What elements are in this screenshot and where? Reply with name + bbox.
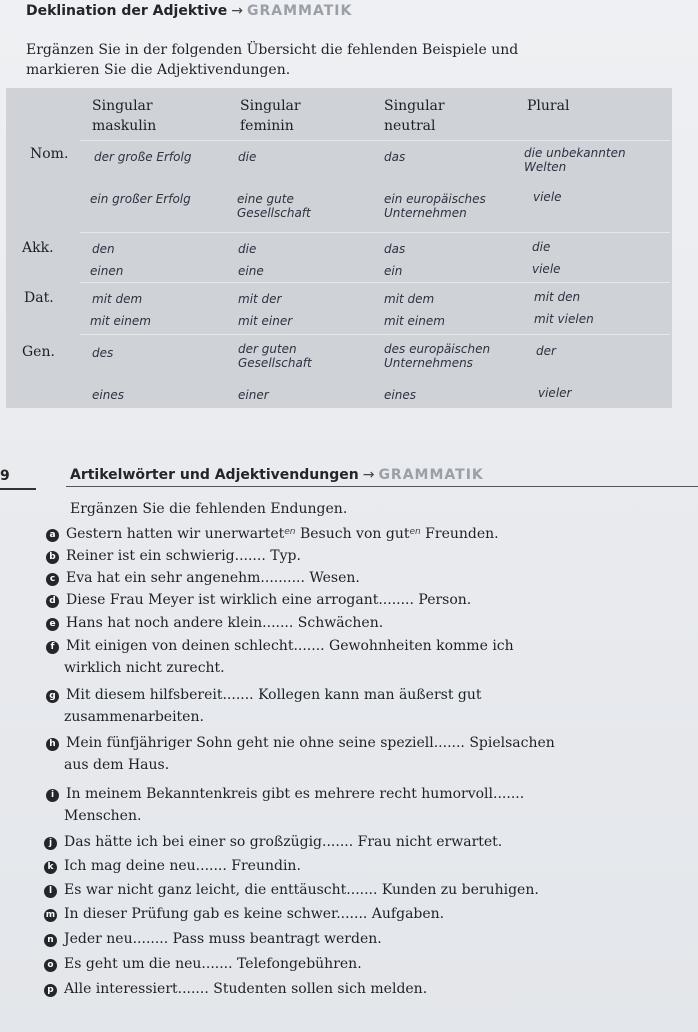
case-label-akk: Akk. — [22, 240, 54, 256]
exercise-item-g — [46, 684, 686, 728]
exercise-item-d — [46, 589, 686, 611]
letter-badge: b — [46, 551, 59, 564]
arrow-icon: → — [362, 467, 375, 483]
letter-badge: h — [46, 738, 59, 751]
header-line: Plural — [527, 98, 570, 114]
exercise-item-o — [44, 953, 684, 975]
header-line: Singular — [92, 98, 153, 114]
table-divider — [80, 334, 670, 335]
exercise-number-text: 9 — [0, 468, 10, 484]
exercise-item-i — [46, 783, 686, 827]
table-cell: eine gute Gesellschaft — [237, 192, 311, 220]
table-cell: mit vielen — [534, 312, 594, 326]
table-cell: des — [92, 346, 114, 360]
exercise-text: Freunden. — [425, 526, 499, 542]
exercise-item-c — [46, 567, 686, 589]
table-cell: mit dem — [92, 292, 143, 306]
instruction-line-2: markieren Sie die Adjektivendungen. — [26, 62, 291, 78]
section-title-text: Deklination der Adjektive — [26, 3, 228, 19]
table-cell: mit dem — [384, 292, 435, 306]
header-line: maskulin — [92, 118, 157, 134]
grammar-reference: GRAMMATIK — [247, 3, 353, 19]
exercise-instruction: Ergänzen Sie die fehlenden Endungen. — [70, 501, 348, 517]
table-cell: der guten Gesellschaft — [238, 342, 312, 370]
table-divider — [80, 282, 670, 283]
table-cell: einen — [90, 264, 124, 278]
exercise-text: Hans hat noch andere klein....... Schwächen. — [66, 615, 384, 631]
header-singular-masc — [92, 96, 156, 136]
table-cell: die — [532, 240, 551, 254]
letter-badge: e — [46, 618, 59, 631]
exercise-text: Es war nicht ganz leicht, die enttäuscht....... Kunden zu beruhigen. — [64, 882, 539, 898]
exercise-number — [0, 468, 10, 484]
exercise-item-f — [46, 635, 686, 679]
exercise-text-continued: aus dem Haus. — [64, 757, 170, 773]
instruction-text — [26, 40, 518, 80]
letter-badge: o — [44, 959, 57, 972]
header-line: neutral — [384, 118, 436, 134]
letter-badge: j — [44, 837, 57, 850]
table-divider — [80, 140, 670, 141]
exercise-text: In dieser Prüfung gab es keine schwer....... Aufgaben. — [64, 906, 445, 922]
table-cell: eines — [384, 388, 416, 402]
header-line: Singular — [240, 98, 301, 114]
exercise-text-continued: Menschen. — [64, 808, 142, 824]
letter-badge: l — [44, 885, 57, 898]
table-cell: viele — [533, 190, 562, 204]
table-cell: der — [536, 344, 556, 358]
section-title-text: Artikelwörter und Adjektivendungen — [70, 467, 359, 483]
table-cell: des europäischen Unternehmens — [384, 342, 491, 370]
case-label-dat: Dat. — [24, 290, 54, 306]
table-divider — [80, 232, 670, 233]
exercise-text: Mit diesem hilfsbereit....... Kollegen kann man äußerst gut — [66, 687, 482, 703]
table-cell: ein großer Erfolg — [90, 192, 191, 206]
table-cell: ein — [384, 264, 403, 278]
letter-badge: m — [45, 910, 56, 920]
table-cell: mit einem — [90, 314, 151, 328]
instruction-line-1: Ergänzen Sie in der folgenden Übersicht die fehlenden Beispiele und — [26, 42, 519, 58]
exercise-text: In meinem Bekanntenkreis gibt es mehrere recht humorvoll....... — [66, 786, 525, 802]
handwritten-ending: en — [409, 527, 421, 537]
exercise-text: Ich mag deine neu....... Freundin. — [64, 858, 301, 874]
letter-badge: p — [44, 984, 57, 997]
exercise-text: Besuch von gut — [299, 526, 410, 542]
letter-badge: i — [46, 789, 59, 802]
section-title-declension — [26, 3, 352, 19]
exercise-text: Diese Frau Meyer ist wirklich eine arrogant........ Person. — [66, 592, 472, 608]
exercise-item-j — [44, 831, 684, 853]
section-title-articles — [70, 467, 484, 483]
letter-badge: n — [44, 934, 57, 947]
header-plural — [527, 96, 569, 116]
table-cell: mit der — [238, 292, 282, 306]
exercise-item-a — [46, 521, 686, 545]
table-cell: eine — [238, 264, 264, 278]
exercise-text: Gestern hatten wir unerwartet — [66, 526, 285, 542]
exercise-item-b — [46, 545, 686, 567]
exercise-item-k — [44, 855, 684, 877]
letter-badge: g — [46, 690, 59, 703]
exercise-text: Mein fünfjähriger Sohn geht nie ohne seine speziell....... Spielsachen — [66, 735, 555, 751]
letter-badge: a — [46, 529, 59, 542]
exercise-text: Das hätte ich bei einer so großzügig....... Frau nicht erwartet. — [64, 834, 503, 850]
table-cell: die unbekannten Welten — [524, 146, 626, 174]
handwritten-ending: en — [284, 527, 296, 537]
exercise-item-e — [46, 612, 686, 634]
grammar-reference: GRAMMATIK — [378, 467, 484, 483]
exercise-text-continued: zusammenarbeiten. — [64, 709, 204, 725]
number-underline — [0, 488, 36, 490]
exercise-text-continued: wirklich nicht zurecht. — [64, 660, 225, 676]
header-singular-fem — [240, 96, 301, 136]
table-cell: mit einer — [238, 314, 293, 328]
section-divider — [66, 486, 698, 487]
case-label-gen: Gen. — [22, 344, 55, 360]
table-cell: die — [238, 242, 257, 256]
exercise-item-h — [46, 732, 686, 776]
exercise-text: Es geht um die neu....... Telefongebühren. — [64, 956, 362, 972]
letter-badge: d — [46, 595, 59, 608]
table-cell: der große Erfolg — [94, 150, 192, 164]
table-cell: einer — [238, 388, 269, 402]
exercise-item-l — [44, 879, 684, 901]
exercise-text: Alle interessiert....... Studenten sollen sich melden. — [64, 981, 428, 997]
exercise-item-n — [44, 928, 684, 950]
exercise-text: Reiner ist ein schwierig....... Typ. — [66, 548, 301, 564]
header-singular-neut — [384, 96, 445, 136]
header-line: feminin — [240, 118, 294, 134]
exercise-text: Jeder neu........ Pass muss beantragt werden. — [64, 931, 382, 947]
letter-badge: k — [44, 861, 57, 874]
table-cell: ein europäisches Unternehmen — [384, 192, 486, 220]
table-cell: die — [238, 150, 257, 164]
letter-badge: c — [46, 573, 59, 586]
table-cell: mit den — [534, 290, 581, 304]
table-cell: viele — [532, 262, 561, 276]
table-cell: eines — [92, 388, 124, 402]
arrow-icon: → — [231, 3, 243, 19]
table-cell: den — [92, 242, 115, 256]
exercise-text: Eva hat ein sehr angenehm.......... Wesen. — [66, 570, 360, 586]
table-cell: das — [384, 242, 406, 256]
table-cell: mit einem — [384, 314, 445, 328]
exercise-item-p — [44, 978, 684, 1000]
exercise-item-m — [44, 903, 684, 925]
header-line: Singular — [384, 98, 445, 114]
table-cell: das — [384, 150, 406, 164]
exercise-text: Mit einigen von deinen schlecht....... Gewohnheiten komme ich — [66, 638, 514, 654]
table-cell: vieler — [538, 386, 572, 400]
case-label-nom: Nom. — [30, 146, 69, 162]
letter-badge: f — [46, 641, 59, 654]
